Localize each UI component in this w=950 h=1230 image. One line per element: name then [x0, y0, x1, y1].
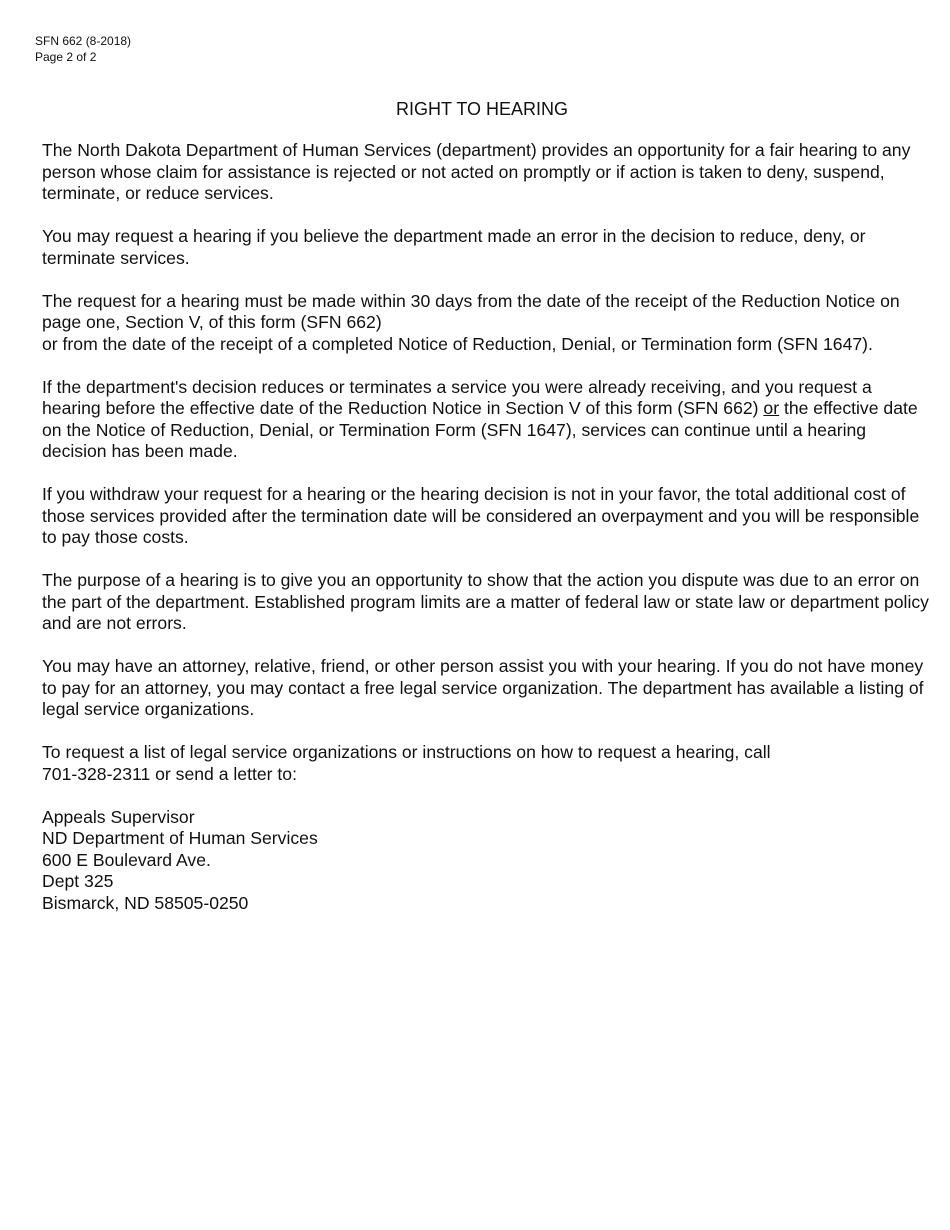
deadline-line-1: The request for a hearing must be made within 30 days from the date of the receipt of the Reduction Notice on page one, Section V, of this form (SFN 662): [42, 290, 900, 332]
form-number: SFN 662 (8-2018): [35, 34, 132, 48]
continued-services-text-end: the effective date on the Notice of Reduction, Denial, or Termination Form (SFN 1647), services can continue until a hearing decision has been made.: [42, 398, 918, 461]
contact-line-2: 701-328-2311 or send a letter to:: [42, 763, 297, 784]
paragraph-contact: [42, 742, 934, 785]
mailing-address: [42, 807, 934, 915]
address-line-3: 600 E Boulevard Ave.: [42, 849, 211, 870]
form-identifier: [35, 33, 131, 65]
deadline-line-2: or from the date of the receipt of a completed Notice of Reduction, Denial, or Termination form (SFN 1647).: [42, 333, 873, 354]
paragraph-purpose: The purpose of a hearing is to give you an opportunity to show that the action you dispute was due to an error on the part of the department. Established program limits are a matter of federal law or state law or department policy and are not errors.: [42, 570, 929, 633]
document-body: [42, 140, 934, 914]
page-title: RIGHT TO HEARING: [395, 99, 569, 119]
paragraph-fair-hearing: The North Dakota Department of Human Services (department) provides an opportunity for a fair hearing to any person whose claim for assistance is rejected or not acted on promptly or if action is taken to deny, suspend, terminate, or reduce services.: [42, 140, 911, 203]
paragraph-assistance: You may have an attorney, relative, friend, or other person assist you with your hearing. If you do not have money to pay for an attorney, you may contact a free legal service organization. The department has available a listing of legal service organizations.: [42, 656, 924, 719]
continued-services-text-start: If the department's decision reduces or terminates a service you were already receiving, and you request a hearing before the effective date of the Reduction Notice in Section V of this form (SFN 662): [42, 376, 872, 418]
paragraph-deadline: [42, 291, 934, 356]
address-line-1: Appeals Supervisor: [42, 806, 195, 827]
paragraph-overpayment: If you withdraw your request for a hearing or the hearing decision is not in your favor, the total additional cost of those services provided after the termination date will be considered an overpayment and you will be responsible to pay those costs.: [42, 484, 920, 547]
page-number: Page 2 of 2: [35, 50, 97, 64]
address-line-4: Dept 325: [42, 871, 114, 891]
paragraph-request-hearing: You may request a hearing if you believe the department made an error in the decision to reduce, deny, or terminate services.: [42, 226, 866, 268]
address-line-2: ND Department of Human Services: [42, 828, 318, 848]
underlined-or: or: [763, 398, 780, 418]
address-line-5: Bismarck, ND 58505-0250: [42, 892, 249, 913]
paragraph-continued-services: [42, 377, 934, 463]
contact-line-1: To request a list of legal service organizations or instructions on how to request a hearing, call: [42, 742, 771, 762]
